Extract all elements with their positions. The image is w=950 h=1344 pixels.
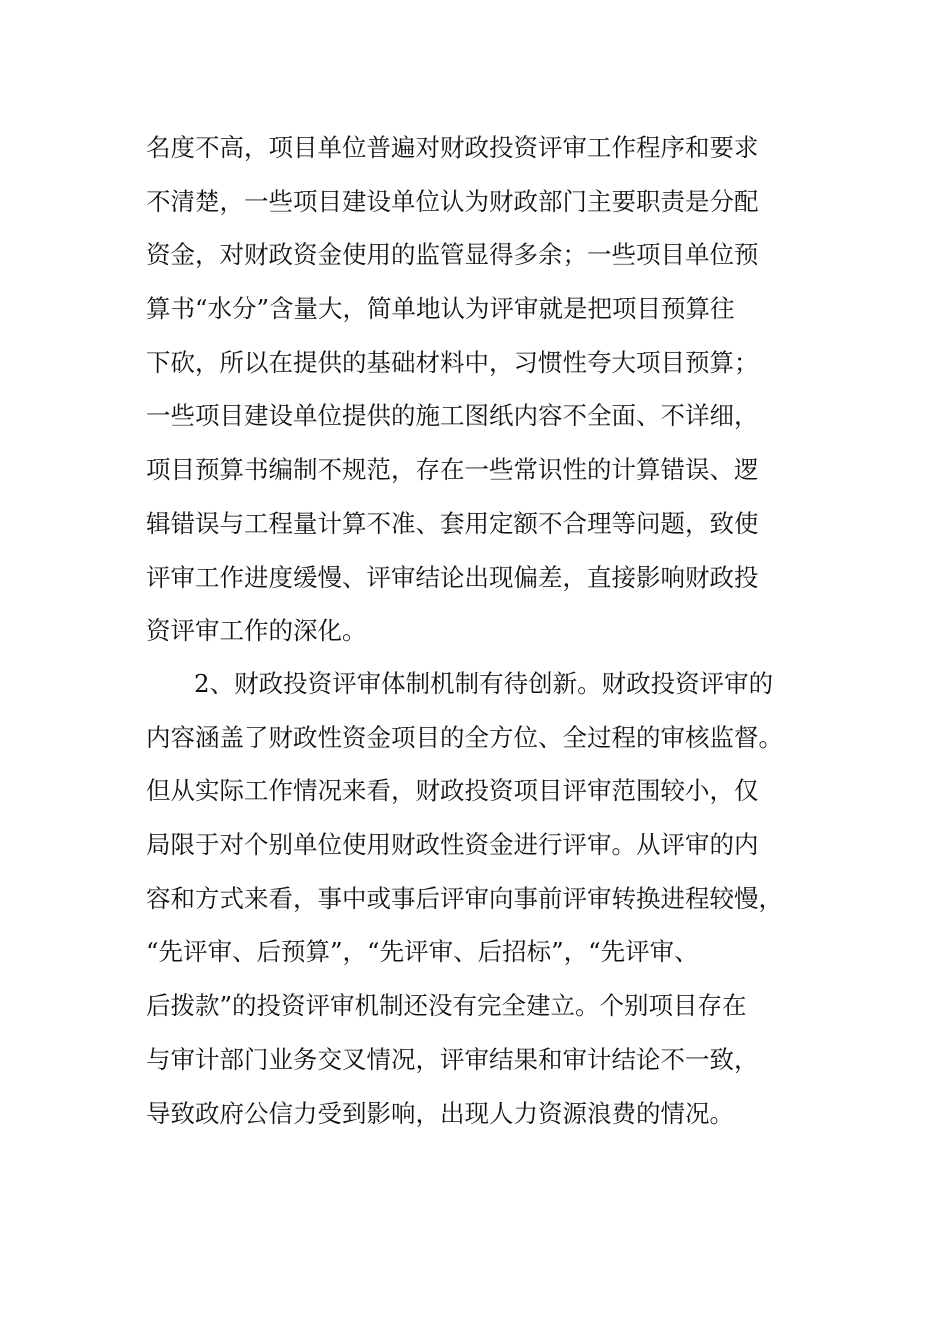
paragraph-line: 资评审工作的深化。 bbox=[146, 616, 367, 646]
paragraph-line: 不清楚，一些项目建设单位认为财政部门主要职责是分配 bbox=[146, 186, 759, 216]
paragraph-line: 一些项目建设单位提供的施工图纸内容不全面、不详细， bbox=[146, 401, 759, 431]
paragraph-line: “先评审、后预算”，“先评审、后招标”，“先评审、 bbox=[146, 937, 699, 967]
paragraph-2 bbox=[146, 657, 846, 1140]
paragraph-line: 评审工作进度缓慢、评审结论出现偏差，直接影响财政投 bbox=[146, 562, 759, 592]
paragraph-line: 资金，对财政资金使用的监管显得多余；一些项目单位预 bbox=[146, 240, 759, 270]
paragraph-line: 项目预算书编制不规范，存在一些常识性的计算错误、逻 bbox=[146, 455, 759, 485]
paragraph-line: 后拨款”的投资评审机制还没有完全建立。个别项目存在 bbox=[146, 991, 747, 1021]
paragraph-line: 容和方式来看，事中或事后评审向事前评审转换进程较慢， bbox=[146, 883, 783, 913]
paragraph-1 bbox=[146, 121, 846, 658]
paragraph-line: 导致政府公信力受到影响，出现人力资源浪费的情况。 bbox=[146, 1098, 734, 1128]
paragraph-line: 下砍，所以在提供的基础材料中，习惯性夸大项目预算； bbox=[146, 347, 759, 377]
paragraph-line: 内容涵盖了财政性资金项目的全方位、全过程的审核监督。 bbox=[146, 722, 783, 752]
paragraph-line: 辑错误与工程量计算不准、套用定额不合理等问题，致使 bbox=[146, 508, 759, 538]
paragraph-line: 但从实际工作情况来看，财政投资项目评审范围较小，仅 bbox=[146, 776, 759, 806]
paragraph-line: 局限于对个别单位使用财政性资金进行评审。从评审的内 bbox=[146, 830, 759, 860]
paragraph-line: 算书“水分”含量大，简单地认为评审就是把项目预算往 bbox=[146, 294, 735, 324]
paragraph-line: 名度不高，项目单位普遍对财政投资评审工作程序和要求 bbox=[146, 133, 759, 162]
paragraph-line: 与审计部门业务交叉情况，评审结果和审计结论不一致， bbox=[146, 1044, 759, 1074]
paragraph-line: 2、财政投资评审体制机制有待创新。财政投资评审的 bbox=[194, 669, 774, 698]
